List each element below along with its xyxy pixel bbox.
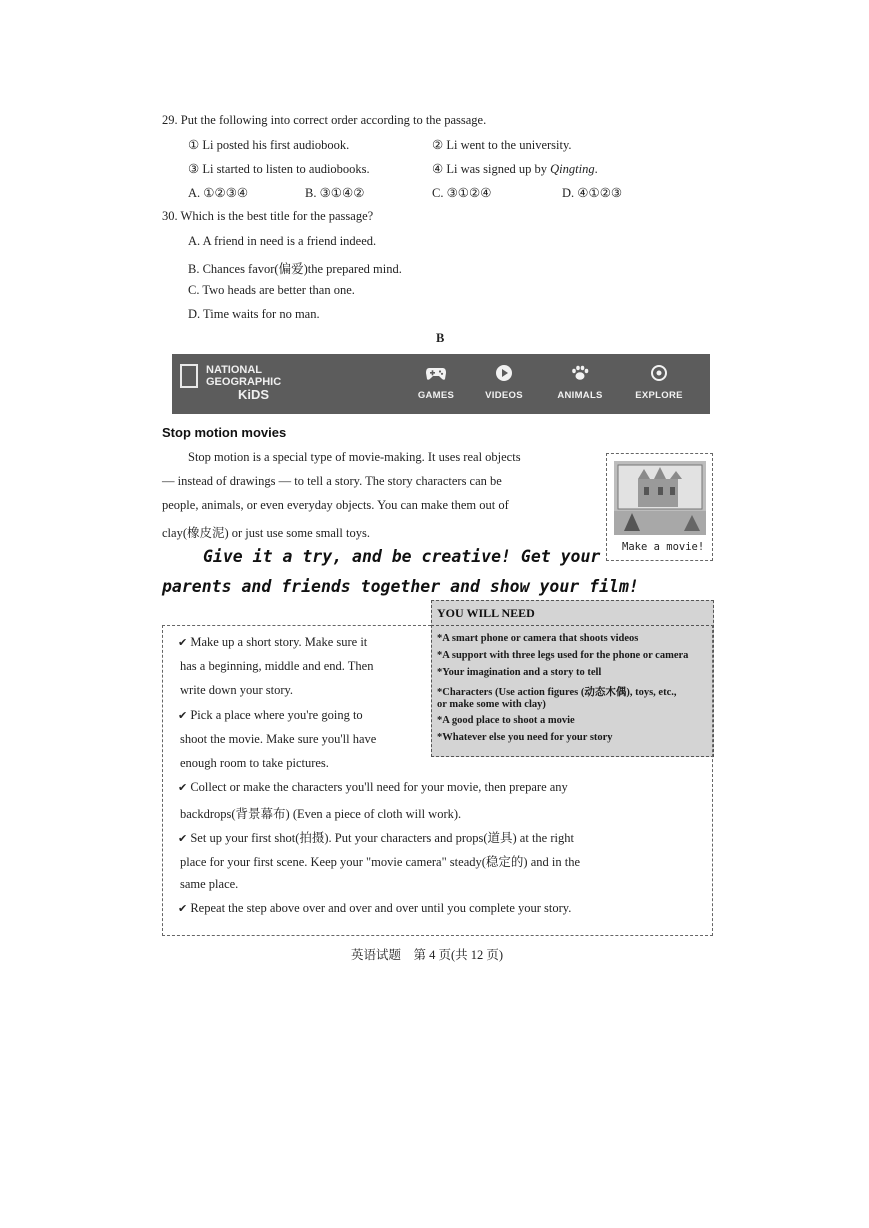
slogan-line2: parents and friends together and show your film! [162,577,639,596]
nav-explore[interactable] [624,364,694,401]
need-item: *A smart phone or camera that shoots videos [437,633,639,644]
need-item: *Your imagination and a story to tell [437,667,602,678]
step-3-text: Collect or make the characters you'll need for your movie, then prepare any [190,780,568,794]
logo-line-3: KiDS [238,387,270,402]
stop-motion-photo [614,461,706,535]
nav-videos[interactable] [469,364,539,401]
q29-option-4-text: ④ Li was signed up by [432,162,551,176]
need-heading: YOU WILL NEED [437,606,535,620]
need-item: *Characters (Use action figures (动态木偶), toys, etc., [437,687,677,698]
step-4-line1 [178,828,574,846]
q30-stem: 30. Which is the best title for the passage? [162,209,374,223]
logo-line-1: NATIONAL [206,364,263,376]
q29-answer-b: B. ③①④② [305,186,365,200]
step-2-line1 [178,708,363,723]
step-2-text: Pick a place where you're going to [190,708,363,722]
nav-animals-label: ANIMALS [557,390,603,401]
q30-answer-a: A. A friend in need is a friend indeed. [188,234,377,248]
q29-answer-a: A. ①②③④ [188,186,249,200]
nav-explore-label: EXPLORE [635,390,683,401]
step-3-line1 [178,780,568,795]
nav-videos-label: VIDEOS [485,390,523,401]
natgeo-logo-frame-icon [180,364,198,388]
q29-option-1: ① Li posted his first audiobook. [188,138,350,152]
check-bullet-icon: ✔ [178,637,188,649]
check-bullet-icon: ✔ [178,782,188,794]
stop-motion-scene-icon [614,461,706,535]
q29-option-4-emphasis: Qingting [550,162,595,176]
check-bullet-icon: ✔ [178,833,188,845]
q29-option-4-end: . [594,162,598,176]
compass-icon [650,364,668,382]
play-icon [495,364,513,382]
slogan-line1: Give it a try, and be creative! Get your [203,547,601,566]
check-bullet-icon: ✔ [178,710,188,722]
step-1-line1 [178,635,367,650]
nav-games-label: GAMES [417,390,455,401]
page-footer: 英语试题 第 4 页(共 12 页) [351,948,504,962]
section-label: B [436,331,445,345]
need-item: *Whatever else you need for your story [437,732,613,743]
article-title: Stop motion movies [162,425,287,440]
para1-line4: clay(橡皮泥) or just use some small toys. [162,526,370,540]
q30-answer-b: B. Chances favor(偏爱)the prepared mind. [188,262,402,276]
nav-animals[interactable] [545,364,615,401]
step-3-line2: backdrops(背景幕布) (Even a piece of cloth will work). [180,807,462,821]
q29-option-4 [432,161,598,177]
q30-answer-d: D. Time waits for no man. [188,307,320,321]
step-1-line2: has a beginning, middle and end. Then [180,659,374,673]
q29-answer-c: C. ③①②④ [432,186,492,200]
step-1-text: Make up a short story. Make sure it [190,635,368,649]
check-bullet-icon: ✔ [178,903,188,915]
nav-games[interactable] [401,364,471,401]
q29-answer-d: D. ④①②③ [562,186,623,200]
step-4-text: Set up your first shot(拍摄). Put your characters and props(道具) at the right [190,831,574,845]
q29-option-3: ③ Li started to listen to audiobooks. [188,162,370,176]
step-1-line3: write down your story. [180,683,294,697]
para1-line1: Stop motion is a special type of movie-making. It uses real objects [188,450,521,464]
q29-stem: 29. Put the following into correct order according to the passage. [162,113,487,127]
q29-option-2: ② Li went to the university. [432,138,572,152]
para1-line3: people, animals, or even everyday objects. You can make them out of [162,498,509,512]
gamepad-icon [425,364,447,382]
step-4-line2: place for your first scene. Keep your "movie camera" steady(稳定的) and in the [180,855,580,869]
step-2-line3: enough room to take pictures. [180,756,329,770]
para1-line2: — instead of drawings — to tell a story. The story characters can be [162,474,502,488]
steps-box-top-border [162,625,431,626]
need-item: *A support with three legs used for the phone or camera [437,650,689,661]
need-item: *A good place to shoot a movie [437,715,575,726]
need-item: or make some with clay) [437,699,546,710]
paw-icon [570,364,590,382]
step-5-text: Repeat the step above over and over and over until you complete your story. [190,901,572,915]
step-4-line3: same place. [180,877,239,891]
q30-answer-c: C. Two heads are better than one. [188,283,355,297]
step-5-line1 [178,901,571,916]
image-caption: Make a movie! [622,541,705,553]
step-2-line2: shoot the movie. Make sure you'll have [180,732,377,746]
logo-line-2: GEOGRAPHIC [206,376,282,388]
